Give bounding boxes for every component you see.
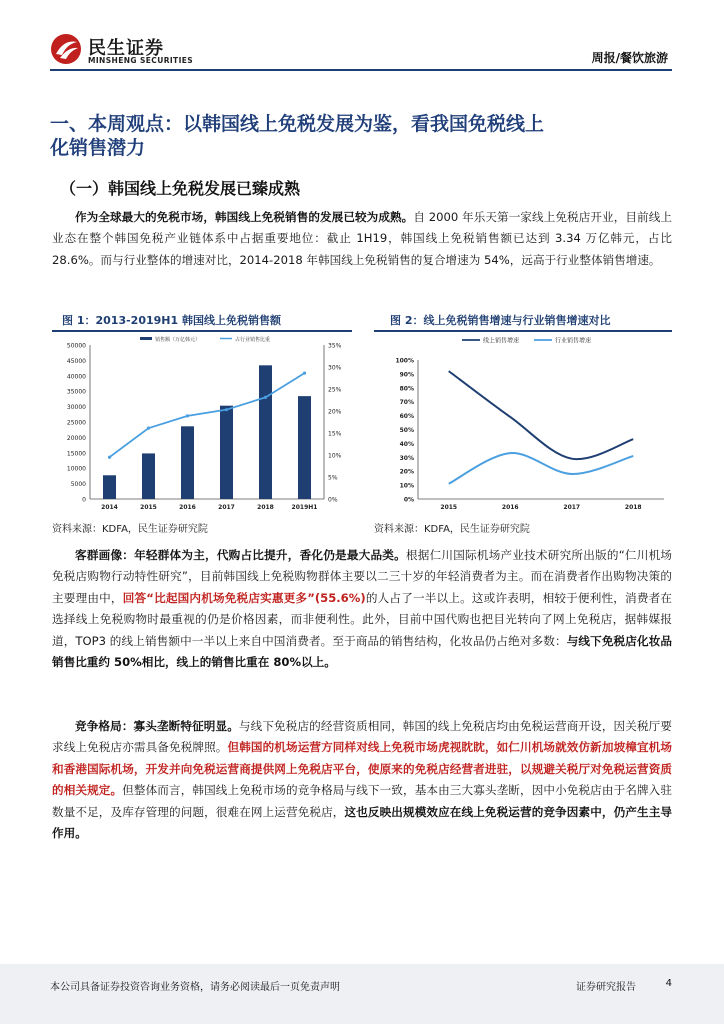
chart2-ytick-label: 20% [399,468,414,476]
chart1-line-point [225,408,228,411]
chart2-xtick-label: 2015 [440,504,458,511]
chart1-xtick-label: 2019H1 [291,504,318,511]
paragraph-customer-profile [52,545,672,673]
chart1-y2tick-label: 30% [328,364,342,372]
chart2-ytick-label: 100% [395,357,414,365]
paragraph-competition-bold-end: 这也反映出规模效应在线上免税运营的竞争因素中，仍产生主导作用。 [52,804,672,841]
figure-1-caption: 图 1：2013-2019H1 韩国线上免税销售额 [62,314,281,327]
chart1-y2tick-label: 35% [328,342,342,350]
chart2-xtick-label: 2018 [624,504,642,511]
paragraph-competition-body-2: 但整体而言，韩国线上免税市场的竞争格局与线下一致，基本由三大寡头垄断，因中小免税店由于名牌入驻数量不足，及库存管理的问题，很难在网上运营免税店， [52,783,672,819]
minsheng-logo-icon [50,33,82,65]
chart1-ytick-label: 35000 [66,388,86,396]
chart1-y2tick-label: 20% [328,408,342,416]
paragraph-competition-body-1: 与线下免税店的经营资质相同，韩国的线上免税店均由免税运营商开设，因关税厅要求线上免税店亦需具备免税牌照。 [52,719,672,755]
paragraph-competition-lead: 竞争格局：寡头垄断特征明显。 [75,719,239,733]
paragraph-intro-body: 自 2000 年乐天第一家线上免税店开业，目前线上业态在整个韩国免税产业链体系中占据重要地位：截止 1H19，韩国线上免税销售额已达到 3.34 万亿韩元，占比 28.6%。而与行业整体的增速对比，2014-2018 年韩国线上免税销售的复合增速为 54%，远高于行业整体销售增速。 [52,210,672,267]
chart1-xtick-label: 2014 [101,504,118,511]
chart1-ytick-label: 5000 [70,481,86,489]
chart1-bar [142,453,155,499]
chart1-y2tick-label: 10% [328,452,342,460]
paragraph-intro-lead: 作为全球最大的免税市场，韩国线上免税销售的发展已较为成熟。 [75,210,414,224]
chart1-ytick-label: 50000 [66,342,86,350]
report-category: 周报/餐饮旅游 [591,51,668,65]
paragraph-customer-body-2: 的人占了一半以上。这或许表明，相较于便利性，消费者在选择线上免税购物时最重视的仍是价格因素，而非便利性。此外，目前中国代购也把目光转向了网上免税店，据韩媒报道，TOP3 的线上销售额中一半以上来自中国消费者。至于商品的销售结构，化妆品仍占绝对多数： [52,590,672,648]
section-title: 一、本周观点：以韩国线上免税发展为鉴，看我国免税线上化销售潜力 [50,113,545,159]
chart1-line-point [186,414,189,417]
page-footer [0,964,724,1024]
footer-report-type: 证券研究报告 [576,982,636,993]
chart1-bar [259,365,272,499]
chart2-industry-growth-line [449,453,634,484]
chart1-ytick-label: 10000 [66,465,86,473]
chart1-bar [220,406,233,499]
logo-english-name: MINSHENG SECURITIES [88,56,194,65]
paragraph-customer-red: 回答“比起国内机场免税店实惠更多”(55.6%) [122,590,366,605]
chart2-online-growth-line [449,371,634,459]
paragraph-competition-red: 但韩国的机场运营方同样对线上免税市场虎视眈眈，如仁川机场就效仿新加坡樟宜机场和香港国际机场，开发并向免税运营商提供网上免税店平台，使原来的免税店经营者进驻，以规避关税厅对免税运营资质的相关规定。 [52,740,672,798]
chart2-ytick-label: 50% [399,427,414,434]
chart2-legend-online-label: 线上销售增速 [483,337,520,345]
chart2-ytick-label: 70% [399,399,414,407]
figure-2-rule [374,330,672,332]
chart1-share-line [110,373,305,457]
chart2-xtick-label: 2017 [563,504,581,511]
chart2-ytick-label: 80% [399,385,414,393]
paragraph-competition [52,716,672,844]
chart2-ytick-label: 40% [399,440,414,448]
figure-2-source: 资料来源：KDFA，民生证券研究院 [374,524,530,535]
figure-1-rule [52,330,352,332]
chart1-bar [298,396,311,499]
chart1-line-point [108,456,111,459]
figure-2-caption: 图 2：线上免税销售增速与行业销售增速对比 [390,314,611,327]
chart1-y2tick-label: 5% [328,474,338,482]
chart1-legend-line-label: 占行业销售比重 [235,337,271,343]
header-divider [50,69,672,71]
chart1-xtick-label: 2017 [218,504,235,511]
chart2-ytick-label: 90% [399,371,414,379]
chart1-xtick-label: 2016 [179,504,196,511]
page-header [0,0,724,72]
paragraph-customer-lead: 客群画像：年轻群体为主，代购占比提升，香化仍是最大品类。 [75,548,406,562]
chart1-xtick-label: 2015 [140,504,157,511]
chart1-line-point [264,396,267,399]
chart1-y2tick-label: 0% [328,496,338,504]
figure-2-chart [374,333,674,518]
logo-chinese-name: 民生证券 [88,38,164,59]
chart2-legend-industry-label: 行业销售增速 [555,337,592,345]
chart1-ytick-label: 45000 [66,357,86,365]
figure-1-chart [52,333,362,518]
chart1-ytick-label: 15000 [66,450,86,458]
chart1-y2tick-label: 15% [328,430,342,438]
chart1-ytick-label: 30000 [66,404,86,412]
chart1-line-point [147,427,150,430]
chart1-xtick-label: 2018 [257,504,274,511]
chart2-ytick-label: 60% [399,413,414,421]
chart1-y2tick-label: 25% [328,386,342,394]
paragraph-customer-body-1: 根据仁川国际机场产业技术研究所出版的“仁川机场免税店购物行动特性研究”，目前韩国线上免税购物群体主要以二三十岁的年轻消费者为主。而在消费者作出购物决策的主要理由中， [52,548,672,605]
chart2-ytick-label: 0% [403,496,414,504]
paragraph-intro [52,207,672,271]
paragraph-customer-bold-end: 与线下免税店化妆品销售比重约 50%相比，线上的销售比重在 80%以上。 [52,633,672,670]
chart1-legend-bar-label: 销售额（万亿韩元） [155,337,201,343]
subsection-title: （一）韩国线上免税发展已臻成熟 [60,179,301,198]
figure-1-source: 资料来源：KDFA，民生证券研究院 [52,524,208,535]
chart1-ytick-label: 25000 [66,419,86,427]
chart1-ytick-label: 0 [82,496,86,504]
chart2-ytick-label: 30% [399,454,414,462]
page-number: 4 [665,978,672,989]
chart1-line-point [303,372,306,375]
chart2-ytick-label: 10% [399,482,414,490]
chart1-bar [181,426,194,499]
chart2-xtick-label: 2016 [501,504,519,511]
footer-disclaimer: 本公司具备证券投资咨询业务资格，请务必阅读最后一页免责声明 [50,982,340,993]
chart1-ytick-label: 20000 [66,434,86,442]
chart1-ytick-label: 40000 [66,373,86,381]
chart1-legend-bar-swatch [140,337,152,340]
chart1-bar [103,475,116,499]
